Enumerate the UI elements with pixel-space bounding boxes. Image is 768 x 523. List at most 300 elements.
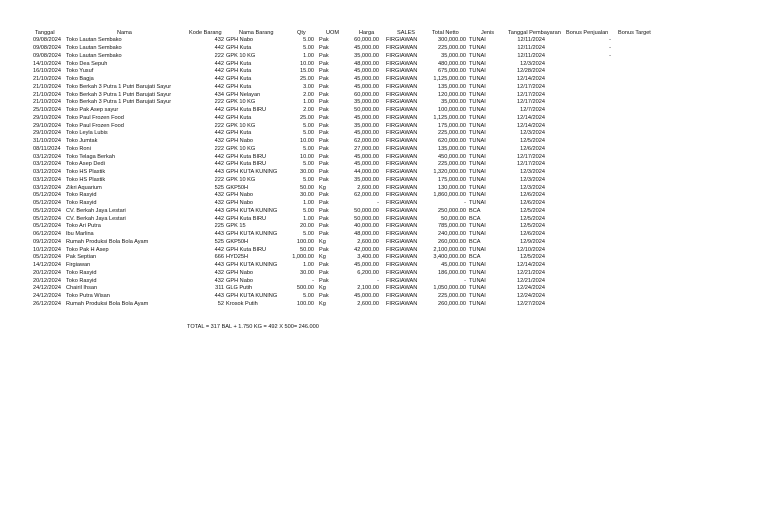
cell-jenis: TUNAI: [469, 76, 486, 83]
cell-nama: Ibu Marlina: [66, 231, 94, 238]
cell-tanggal: 29/10/2024: [33, 122, 61, 129]
cell-nama: Toko Yusuf: [66, 68, 94, 75]
cell-jenis: TUNAI: [469, 45, 486, 52]
cell-tanggal: 10/12/2024: [33, 246, 61, 253]
cell-sales: FIRGIAWAN: [386, 45, 418, 52]
cell-jenis: TUNAI: [469, 300, 486, 307]
cell-jenis: TUNAI: [469, 223, 486, 230]
cell-uom: Pak: [319, 45, 329, 52]
cell-nama-barang: GPH Kuta: [226, 68, 252, 75]
cell-qty: 30.00: [300, 192, 314, 199]
cell-uom: Pak: [319, 169, 329, 176]
cell-tanggal-pembayaran: 12/17/2024: [517, 153, 545, 160]
cell-kode-barang: 432: [214, 269, 224, 276]
cell-jenis: TUNAI: [469, 293, 486, 300]
cell-total-netto: -: [464, 200, 466, 207]
cell-kode-barang: 222: [214, 145, 224, 152]
cell-uom: Pak: [319, 207, 329, 214]
cell-nama: Toko Telaga Berkah: [66, 153, 116, 160]
cell-uom: Pak: [319, 99, 329, 106]
cell-tanggal-pembayaran: 12/27/2024: [517, 300, 545, 307]
cell-tanggal-pembayaran: 12/5/2024: [520, 215, 545, 222]
cell-qty: 25.00: [300, 114, 314, 121]
cell-total-netto: 225,000.00: [438, 45, 466, 52]
cell-qty: 5.00: [303, 145, 314, 152]
cell-kode-barang: 443: [214, 262, 224, 269]
cell-qty: 500.00: [296, 285, 314, 292]
cell-total-netto: 100,000.00: [438, 107, 466, 114]
cell-tanggal: 25/10/2024: [33, 107, 61, 114]
cell-uom: Pak: [319, 192, 329, 199]
cell-uom: Pak: [319, 114, 329, 121]
cell-nama-barang: GPH KUTA KUNING: [226, 207, 278, 214]
cell-sales: FIRGIAWAN: [386, 231, 418, 238]
cell-nama-barang: GPH Kuta: [226, 83, 252, 90]
cell-nama: Toko Rasyid: [66, 200, 97, 207]
cell-kode-barang: 222: [214, 176, 224, 183]
cell-uom: Pak: [319, 76, 329, 83]
cell-kode-barang: 666: [214, 254, 224, 261]
header-tanggal: Tanggal: [35, 30, 55, 36]
cell-kode-barang: 443: [214, 293, 224, 300]
cell-qty: 2.00: [303, 107, 314, 114]
cell-harga: 35,000.00: [354, 176, 379, 183]
cell-nama-barang: GPH Nelayan: [226, 91, 261, 98]
cell-jenis: TUNAI: [469, 277, 486, 284]
cell-total-netto: 1,860,000.00: [433, 192, 466, 199]
cell-nama: Toko Berkah 3 Putra 1 Putri Barujati Sayur: [66, 83, 172, 90]
cell-jenis: TUNAI: [469, 114, 486, 121]
cell-sales: FIRGIAWAN: [386, 76, 418, 83]
cell-total-netto: 1,050,000.00: [433, 285, 466, 292]
cell-tanggal-pembayaran: 12/14/2024: [517, 122, 545, 129]
cell-qty: 10.00: [300, 138, 314, 145]
cell-harga: 45,000.00: [354, 153, 379, 160]
cell-nama-barang: GPH Nabo: [226, 200, 254, 207]
cell-nama: Toko HS Plastik: [66, 169, 106, 176]
cell-jenis: TUNAI: [469, 91, 486, 98]
cell-nama: Toko Berkah 3 Putra 1 Putri Barujati Sayur: [66, 99, 172, 106]
cell-tanggal-pembayaran: 12/5/2024: [520, 207, 545, 214]
cell-kode-barang: 443: [214, 207, 224, 214]
cell-nama-barang: GPH Nabo: [226, 277, 254, 284]
cell-kode-barang: 442: [214, 76, 224, 83]
cell-nama: Toko Ari Putra: [66, 223, 101, 230]
cell-harga: 3,400.00: [357, 254, 379, 261]
cell-tanggal: 03/12/2024: [33, 169, 61, 176]
cell-qty: 10.00: [300, 153, 314, 160]
cell-kode-barang: 442: [214, 68, 224, 75]
cell-total-netto: 135,000.00: [438, 83, 466, 90]
cell-nama: Pak Septian: [66, 254, 97, 261]
cell-kode-barang: 434: [214, 91, 224, 98]
table-row: [0, 300, 768, 308]
cell-kode-barang: 432: [214, 277, 224, 284]
cell-tanggal-pembayaran: 12/17/2024: [517, 99, 545, 106]
cell-harga: 48,000.00: [354, 231, 379, 238]
cell-uom: Pak: [319, 176, 329, 183]
cell-tanggal: 05/12/2024: [33, 215, 61, 222]
cell-sales: FIRGIAWAN: [386, 285, 418, 292]
cell-jenis: TUNAI: [469, 262, 486, 269]
cell-sales: FIRGIAWAN: [386, 238, 418, 245]
cell-kode-barang: 222: [214, 52, 224, 59]
cell-tanggal: 26/12/2024: [33, 300, 61, 307]
cell-qty: 5.00: [303, 45, 314, 52]
cell-kode-barang: 222: [214, 99, 224, 106]
cell-jenis: TUNAI: [469, 68, 486, 75]
cell-jenis: TUNAI: [469, 122, 486, 129]
cell-uom: Pak: [319, 91, 329, 98]
header-harga: Harga: [359, 30, 375, 36]
cell-uom: Pak: [319, 60, 329, 67]
cell-tanggal-pembayaran: 12/24/2024: [517, 285, 545, 292]
cell-qty: 15.00: [300, 68, 314, 75]
cell-qty: 5.00: [303, 207, 314, 214]
cell-jenis: TUNAI: [469, 153, 486, 160]
cell-nama: Rumah Produksi Bola Bola Ayam: [66, 238, 149, 245]
cell-kode-barang: 442: [214, 153, 224, 160]
cell-tanggal: 29/10/2024: [33, 114, 61, 121]
cell-nama-barang: GPK 10 KG: [226, 99, 256, 106]
cell-sales: FIRGIAWAN: [386, 68, 418, 75]
cell-harga: 60,000.00: [354, 91, 379, 98]
header-bonus-target: Bonus Target: [618, 30, 651, 36]
cell-uom: Pak: [319, 68, 329, 75]
cell-tanggal-pembayaran: 12/11/2024: [517, 37, 545, 44]
cell-uom: Pak: [319, 215, 329, 222]
cell-harga: 2,600.00: [357, 184, 379, 191]
cell-nama: Chairil Ihsan: [66, 285, 98, 292]
cell-tanggal-pembayaran: 12/14/2024: [517, 262, 545, 269]
cell-harga: 45,000.00: [354, 83, 379, 90]
cell-total-netto: 3,400,000.00: [433, 254, 466, 261]
cell-nama: Toko Paul Frozen Food: [66, 122, 124, 129]
cell-qty: 5.00: [303, 176, 314, 183]
header-jenis: Jenis: [481, 30, 495, 36]
cell-total-netto: 1,125,000.00: [433, 114, 466, 121]
cell-jenis: BCA: [469, 207, 481, 214]
header-tanggal-pembayaran: Tanggal Pembayaran: [508, 30, 561, 36]
cell-total-netto: 480,000.00: [438, 60, 466, 67]
cell-sales: FIRGIAWAN: [386, 91, 418, 98]
cell-jenis: TUNAI: [469, 138, 486, 145]
cell-sales: FIRGIAWAN: [386, 215, 418, 222]
cell-sales: FIRGIAWAN: [386, 246, 418, 253]
cell-tanggal-pembayaran: 12/17/2024: [517, 161, 545, 168]
cell-uom: Pak: [319, 37, 329, 44]
cell-sales: FIRGIAWAN: [386, 130, 418, 137]
cell-sales: FIRGIAWAN: [386, 169, 418, 176]
cell-uom: Pak: [319, 107, 329, 114]
cell-jenis: TUNAI: [469, 161, 486, 168]
cell-tanggal-pembayaran: 12/21/2024: [517, 269, 545, 276]
cell-harga: 6,200.00: [357, 269, 379, 276]
cell-jenis: BCA: [469, 215, 481, 222]
header-nama-barang: Nama Barang: [239, 30, 274, 36]
cell-tanggal: 21/10/2024: [33, 83, 61, 90]
cell-harga: 62,000.00: [354, 138, 379, 145]
cell-sales: FIRGIAWAN: [386, 184, 418, 191]
cell-qty: 1.00: [303, 52, 314, 59]
cell-kode-barang: 222: [214, 122, 224, 129]
cell-harga: 35,000.00: [354, 122, 379, 129]
cell-uom: Pak: [319, 52, 329, 59]
cell-total-netto: 120,000.00: [438, 91, 466, 98]
cell-tanggal: 05/12/2024: [33, 254, 61, 261]
cell-kode-barang: 442: [214, 83, 224, 90]
cell-harga: 50,000.00: [354, 107, 379, 114]
cell-tanggal-pembayaran: 12/3/2024: [520, 60, 545, 67]
cell-nama-barang: GPK 10 KG: [226, 176, 256, 183]
cell-total-netto: 675,000.00: [438, 68, 466, 75]
cell-total-netto: 225,000.00: [438, 161, 466, 168]
cell-tanggal: 03/12/2024: [33, 176, 61, 183]
cell-tanggal: 16/10/2024: [33, 68, 61, 75]
cell-harga: 2,600.00: [357, 238, 379, 245]
cell-nama: Toko Leyla Lubis: [66, 130, 108, 137]
cell-jenis: TUNAI: [469, 145, 486, 152]
cell-tanggal-pembayaran: 12/14/2024: [517, 114, 545, 121]
cell-harga: 45,000.00: [354, 161, 379, 168]
cell-sales: FIRGIAWAN: [386, 277, 418, 284]
cell-kode-barang: 442: [214, 60, 224, 67]
cell-qty: 1.00: [303, 262, 314, 269]
cell-sales: FIRGIAWAN: [386, 138, 418, 145]
cell-qty: 5.00: [303, 231, 314, 238]
cell-total-netto: 1,320,000.00: [433, 169, 466, 176]
cell-uom: Pak: [319, 130, 329, 137]
cell-jenis: TUNAI: [469, 285, 486, 292]
cell-total-netto: 2,100,000.00: [433, 246, 466, 253]
cell-sales: FIRGIAWAN: [386, 192, 418, 199]
cell-kode-barang: 225: [214, 223, 224, 230]
cell-nama-barang: GPH Nabo: [226, 192, 254, 199]
cell-jenis: TUNAI: [469, 107, 486, 114]
cell-nama-barang: GPK 10 KG: [226, 52, 256, 59]
cell-qty: 50.00: [300, 246, 314, 253]
cell-uom: Pak: [319, 231, 329, 238]
cell-uom: Pak: [319, 262, 329, 269]
cell-total-netto: 300,000.00: [438, 37, 466, 44]
cell-nama-barang: GPH Kuta BIRU: [226, 215, 267, 222]
cell-uom: Pak: [319, 200, 329, 207]
cell-tanggal-pembayaran: 12/11/2024: [517, 45, 545, 52]
cell-nama-barang: GPH Kuta: [226, 45, 252, 52]
cell-kode-barang: 442: [214, 107, 224, 114]
cell-tanggal-pembayaran: 12/10/2024: [517, 246, 545, 253]
cell-tanggal-pembayaran: 12/6/2024: [520, 200, 545, 207]
cell-total-netto: 35,000.00: [441, 99, 466, 106]
cell-kode-barang: 432: [214, 37, 224, 44]
cell-jenis: TUNAI: [469, 231, 486, 238]
cell-tanggal: 20/12/2024: [33, 269, 61, 276]
cell-nama: Toko Asep Dedi: [66, 161, 105, 168]
cell-sales: FIRGIAWAN: [386, 300, 418, 307]
header-uom: UOM: [326, 30, 340, 36]
cell-uom: Kg: [319, 184, 326, 191]
cell-jenis: TUNAI: [469, 99, 486, 106]
cell-tanggal-pembayaran: 12/17/2024: [517, 91, 545, 98]
cell-tanggal: 09/12/2024: [33, 238, 61, 245]
cell-jenis: TUNAI: [469, 200, 486, 207]
cell-uom: Pak: [319, 246, 329, 253]
cell-harga: 50,000.00: [354, 207, 379, 214]
cell-tanggal: 05/12/2024: [33, 200, 61, 207]
cell-tanggal-pembayaran: 12/24/2024: [517, 293, 545, 300]
cell-kode-barang: 443: [214, 231, 224, 238]
cell-nama: Rumah Produksi Bola Bola Ayam: [66, 300, 149, 307]
cell-sales: FIRGIAWAN: [386, 52, 418, 59]
cell-total-netto: 225,000.00: [438, 293, 466, 300]
cell-sales: FIRGIAWAN: [386, 145, 418, 152]
cell-harga: 45,000.00: [354, 293, 379, 300]
cell-sales: FIRGIAWAN: [386, 223, 418, 230]
cell-total-netto: 1,125,000.00: [433, 76, 466, 83]
cell-nama-barang: GPK 15: [226, 223, 246, 230]
cell-sales: FIRGIAWAN: [386, 200, 418, 207]
cell-kode-barang: 442: [214, 45, 224, 52]
cell-kode-barang: 443: [214, 169, 224, 176]
cell-total-netto: 45,000.00: [441, 262, 466, 269]
cell-qty: 5.00: [303, 293, 314, 300]
cell-jenis: BCA: [469, 254, 481, 261]
cell-tanggal-pembayaran: 12/5/2024: [520, 138, 545, 145]
cell-uom: Pak: [319, 269, 329, 276]
cell-tanggal: 14/12/2024: [33, 262, 61, 269]
cell-sales: FIRGIAWAN: [386, 107, 418, 114]
header-total-netto: Total Netto: [432, 30, 459, 36]
cell-total-netto: 186,000.00: [438, 269, 466, 276]
cell-sales: FIRGIAWAN: [386, 262, 418, 269]
cell-qty: 1,000.00: [292, 254, 314, 261]
cell-tanggal: 21/10/2024: [33, 76, 61, 83]
header-kode-barang: Kode Barang: [189, 30, 222, 36]
cell-kode-barang: 442: [214, 114, 224, 121]
cell-kode-barang: 442: [214, 246, 224, 253]
cell-total-netto: 785,000.00: [438, 223, 466, 230]
cell-total-netto: 260,000.00: [438, 238, 466, 245]
cell-kode-barang: 442: [214, 130, 224, 137]
cell-kode-barang: 525: [214, 184, 224, 191]
cell-nama-barang: GPH Kuta: [226, 114, 252, 121]
cell-tanggal: 20/12/2024: [33, 277, 61, 284]
cell-nama-barang: GPH Kuta BIRU: [226, 246, 267, 253]
cell-sales: FIRGIAWAN: [386, 122, 418, 129]
cell-tanggal-pembayaran: 12/3/2024: [520, 184, 545, 191]
cell-nama-barang: GPH KUTA KUNING: [226, 262, 278, 269]
cell-harga: 60,000.00: [354, 37, 379, 44]
cell-jenis: BCA: [469, 238, 481, 245]
cell-qty: 30.00: [300, 269, 314, 276]
cell-total-netto: 175,000.00: [438, 122, 466, 129]
cell-nama: Toko Rasyid: [66, 277, 97, 284]
total-summary: TOTAL = 317 BAL + 1.750 KG = 492 X 500= 246.000: [187, 324, 319, 330]
cell-harga: 2,100.00: [357, 285, 379, 292]
cell-nama: Toko Lautan Sembako: [66, 52, 122, 59]
cell-jenis: TUNAI: [469, 192, 486, 199]
cell-uom: Kg: [319, 238, 326, 245]
header-nama: Nama: [117, 30, 132, 36]
cell-tanggal: 08/11/2024: [33, 145, 61, 152]
cell-nama-barang: GPH Nabo: [226, 269, 254, 276]
cell-total-netto: 35,000.00: [441, 52, 466, 59]
cell-nama: Toko Lautan Sembako: [66, 37, 122, 44]
cell-jenis: TUNAI: [469, 130, 486, 137]
cell-kode-barang: 432: [214, 200, 224, 207]
cell-tanggal-pembayaran: 12/3/2024: [520, 130, 545, 137]
cell-qty: 5.00: [303, 37, 314, 44]
cell-jenis: TUNAI: [469, 60, 486, 67]
cell-nama: Toko Dea Sepuh: [66, 60, 108, 67]
cell-kode-barang: 311: [215, 285, 224, 292]
cell-tanggal: 09/08/2024: [33, 45, 61, 52]
cell-qty: 100.00: [296, 300, 314, 307]
cell-kode-barang: 442: [214, 161, 224, 168]
cell-harga: 45,000.00: [354, 68, 379, 75]
cell-harga: 50,000.00: [354, 215, 379, 222]
cell-sales: FIRGIAWAN: [386, 207, 418, 214]
cell-tanggal-pembayaran: 12/3/2024: [520, 169, 545, 176]
header-bonus-penjualan: Bonus Penjualan: [566, 30, 609, 36]
cell-qty: 20.00: [300, 223, 314, 230]
cell-harga: 40,000.00: [354, 223, 379, 230]
cell-nama-barang: GPH Nabo: [226, 37, 254, 44]
cell-harga: 48,000.00: [354, 60, 379, 67]
cell-nama: Firgiawan: [66, 262, 91, 269]
cell-nama: Toko Pak Asep sayur: [66, 107, 119, 114]
cell-tanggal: 29/10/2024: [33, 130, 61, 137]
cell-harga: 35,000.00: [354, 52, 379, 59]
cell-sales: FIRGIAWAN: [386, 83, 418, 90]
cell-nama: Toko HS Plastik: [66, 176, 106, 183]
cell-total-netto: 250,000.00: [438, 207, 466, 214]
cell-total-netto: 135,000.00: [438, 145, 466, 152]
cell-nama: Zikri Aquarium: [66, 184, 102, 191]
cell-jenis: TUNAI: [469, 269, 486, 276]
cell-nama: Toko Pak H Asep: [66, 246, 109, 253]
cell-harga: 42,000.00: [354, 246, 379, 253]
cell-total-netto: 175,000.00: [438, 176, 466, 183]
cell-tanggal: 03/12/2024: [33, 184, 61, 191]
cell-uom: Kg: [319, 285, 326, 292]
cell-nama: Toko Roni: [66, 145, 91, 152]
cell-sales: FIRGIAWAN: [386, 293, 418, 300]
cell-tanggal-pembayaran: 12/7/2024: [520, 107, 545, 114]
cell-jenis: TUNAI: [469, 184, 486, 191]
cell-qty: 1.00: [303, 215, 314, 222]
cell-tanggal-pembayaran: 12/21/2024: [517, 277, 545, 284]
cell-tanggal: 21/10/2024: [33, 91, 61, 98]
cell-sales: FIRGIAWAN: [386, 153, 418, 160]
cell-qty: 1.00: [303, 200, 314, 207]
cell-tanggal-pembayaran: 12/3/2024: [520, 176, 545, 183]
cell-tanggal-pembayaran: 12/5/2024: [520, 254, 545, 261]
cell-tanggal-pembayaran: 12/6/2024: [520, 145, 545, 152]
cell-nama-barang: GPH Nabo: [226, 138, 254, 145]
cell-nama: CV. Berkah Jaya Lestari: [66, 207, 126, 214]
cell-nama-barang: GPH Kuta: [226, 76, 252, 83]
cell-harga: 35,000.00: [354, 99, 379, 106]
cell-harga: 45,000.00: [354, 76, 379, 83]
cell-total-netto: 260,000.00: [438, 300, 466, 307]
cell-uom: Pak: [319, 153, 329, 160]
cell-nama-barang: GPH KUTA KUNING: [226, 293, 278, 300]
cell-harga: 45,000.00: [354, 262, 379, 269]
cell-harga: 45,000.00: [354, 114, 379, 121]
cell-nama-barang: GPH Kuta BIRU: [226, 107, 267, 114]
cell-nama-barang: HYD25H: [226, 254, 249, 261]
